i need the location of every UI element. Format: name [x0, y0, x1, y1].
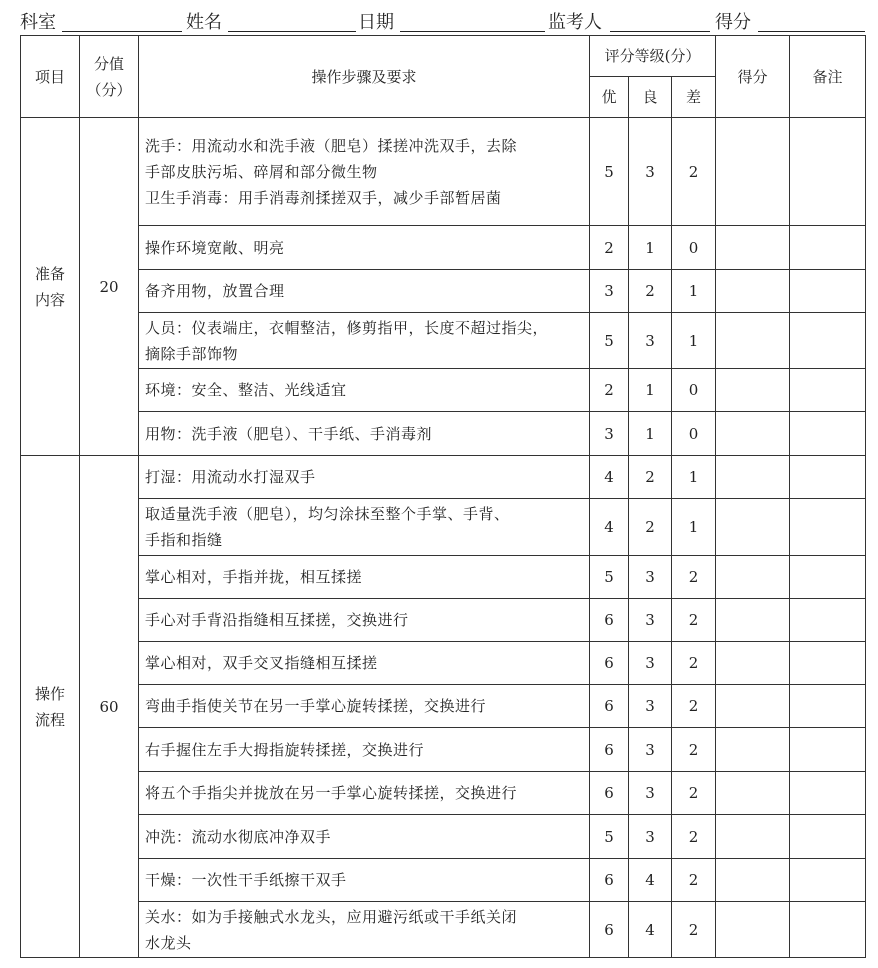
table-body	[21, 118, 866, 958]
step-requirement-cell	[139, 556, 590, 599]
step-requirement-cell	[139, 313, 590, 369]
step-text-line: 取适量洗手液（肥皂），均匀涂抹至整个手掌、手背、	[145, 505, 510, 523]
step-text-line: 干燥：一次性干手纸擦干双手	[145, 871, 347, 889]
section-name-cell	[21, 118, 80, 456]
section-points-cell: 60	[80, 456, 139, 958]
good-score-cell: 3	[629, 118, 672, 226]
excellent-score-cell: 6	[590, 728, 629, 772]
score-input-cell[interactable]	[716, 685, 790, 728]
date-blank[interactable]	[400, 31, 545, 32]
step-requirement-cell	[139, 118, 590, 226]
form-header-line	[20, 6, 865, 32]
step-text-line: 掌心相对，双手交叉指缝相互揉搓	[145, 654, 378, 672]
points-header-line2: （分）	[86, 80, 132, 99]
good-score-cell: 2	[629, 270, 672, 313]
good-score-cell: 4	[629, 859, 672, 902]
step-text-line: 用物：洗手液（肥皂）、干手纸、手消毒剂	[145, 424, 433, 443]
score-input-cell[interactable]	[716, 369, 790, 412]
step-text-line: 掌心相对，手指并拢，相互揉搓	[145, 568, 363, 586]
table-row	[21, 412, 866, 456]
table-row	[21, 556, 866, 599]
remarks-input-cell[interactable]	[790, 902, 866, 958]
excellent-score-cell: 2	[590, 226, 629, 270]
remarks-input-cell[interactable]	[790, 499, 866, 556]
remarks-input-cell[interactable]	[790, 815, 866, 859]
poor-score-cell: 2	[672, 642, 716, 685]
excellent-score-cell: 4	[590, 499, 629, 556]
table-row	[21, 859, 866, 902]
good-score-cell: 2	[629, 456, 672, 499]
score-input-cell[interactable]	[716, 642, 790, 685]
step-text-line: 手部皮肤污垢、碎屑和部分微生物	[145, 162, 378, 181]
poor-score-cell: 2	[672, 815, 716, 859]
step-text-line: 摘除手部饰物	[145, 344, 239, 363]
step-text-line: 操作环境宽敞、明亮	[145, 238, 285, 257]
table-row	[21, 728, 866, 772]
table-row	[21, 815, 866, 859]
step-requirement-cell	[139, 499, 590, 556]
excellent-score-cell: 5	[590, 118, 629, 226]
steps-header: 操作步骤及要求	[139, 36, 590, 118]
excellent-header: 优	[590, 77, 629, 118]
section-name-cell	[21, 456, 80, 958]
poor-score-cell: 2	[672, 728, 716, 772]
excellent-score-cell: 6	[590, 599, 629, 642]
poor-score-cell: 2	[672, 859, 716, 902]
step-requirement-cell	[139, 728, 590, 772]
assessment-table	[20, 35, 866, 958]
excellent-score-cell: 6	[590, 772, 629, 815]
excellent-score-cell: 6	[590, 902, 629, 958]
step-text-line: 洗手：用流动水和洗手液（肥皂）揉搓冲洗双手，去除	[145, 136, 518, 155]
step-requirement-cell	[139, 859, 590, 902]
good-score-cell: 3	[629, 599, 672, 642]
step-text-line: 关水：如为手接触式水龙头，应用避污纸或干手纸关闭	[145, 907, 518, 926]
table-row	[21, 599, 866, 642]
date-label: 日期	[358, 12, 394, 33]
score-input-cell[interactable]	[716, 226, 790, 270]
score-input-cell[interactable]	[716, 313, 790, 369]
remarks-input-cell[interactable]	[790, 412, 866, 456]
score-input-cell[interactable]	[716, 902, 790, 958]
step-requirement-cell	[139, 412, 590, 456]
score-input-cell[interactable]	[716, 772, 790, 815]
good-score-cell: 1	[629, 369, 672, 412]
excellent-score-cell: 6	[590, 685, 629, 728]
score-input-cell[interactable]	[716, 118, 790, 226]
step-text-line: 卫生手消毒：用手消毒剂揉搓双手，减少手部暂居菌	[145, 188, 502, 207]
proctor-label: 监考人	[548, 12, 602, 33]
header-row-1	[21, 36, 866, 77]
table-row	[21, 685, 866, 728]
table-row	[21, 902, 866, 958]
section-points-cell: 20	[80, 118, 139, 456]
score-input-cell[interactable]	[716, 728, 790, 772]
remarks-input-cell[interactable]	[790, 556, 866, 599]
score-input-cell[interactable]	[716, 859, 790, 902]
excellent-score-cell: 5	[590, 556, 629, 599]
name-blank[interactable]	[228, 31, 356, 32]
step-text-line: 备齐用物，放置合理	[145, 282, 285, 300]
score-label: 得分	[715, 12, 751, 33]
step-text-line: 环境：安全、整洁、光线适宜	[145, 381, 347, 399]
good-score-cell: 3	[629, 815, 672, 859]
table-row	[21, 369, 866, 412]
score-input-cell[interactable]	[716, 556, 790, 599]
table-row	[21, 772, 866, 815]
table-row	[21, 270, 866, 313]
remarks-input-cell[interactable]	[790, 226, 866, 270]
remarks-input-cell[interactable]	[790, 270, 866, 313]
step-requirement-cell	[139, 772, 590, 815]
poor-score-cell: 0	[672, 226, 716, 270]
step-text-line: 将五个手指尖并拢放在另一手掌心旋转揉搓，交换进行	[145, 784, 518, 802]
name-label: 姓名	[186, 12, 222, 33]
poor-score-cell: 2	[672, 599, 716, 642]
poor-score-cell: 2	[672, 772, 716, 815]
remarks-input-cell[interactable]	[790, 369, 866, 412]
step-text-line: 手指和指缝	[145, 531, 223, 549]
poor-score-cell: 0	[672, 412, 716, 456]
table-row	[21, 118, 866, 226]
good-score-cell: 3	[629, 642, 672, 685]
excellent-score-cell: 3	[590, 412, 629, 456]
remarks-input-cell[interactable]	[790, 118, 866, 226]
section-name-line: 内容	[34, 290, 65, 309]
step-requirement-cell	[139, 456, 590, 499]
remarks-input-cell[interactable]	[790, 685, 866, 728]
excellent-score-cell: 3	[590, 270, 629, 313]
score-input-cell[interactable]	[716, 456, 790, 499]
remarks-input-cell[interactable]	[790, 599, 866, 642]
step-text-line: 手心对手背沿指缝相互揉搓，交换进行	[145, 611, 409, 629]
dept-label: 科室	[20, 12, 56, 33]
poor-header: 差	[672, 77, 716, 118]
poor-score-cell: 1	[672, 499, 716, 556]
good-score-cell: 2	[629, 499, 672, 556]
step-requirement-cell	[139, 270, 590, 313]
score-input-cell[interactable]	[716, 499, 790, 556]
table-row	[21, 226, 866, 270]
good-score-cell: 1	[629, 226, 672, 270]
poor-score-cell: 2	[672, 685, 716, 728]
score-header: 得分	[716, 36, 790, 118]
section-name-line: 准备	[34, 264, 65, 283]
table-row	[21, 642, 866, 685]
dept-blank[interactable]	[62, 31, 182, 32]
score-input-cell[interactable]	[716, 815, 790, 859]
table-row	[21, 456, 866, 499]
poor-score-cell: 1	[672, 270, 716, 313]
points-header	[80, 36, 139, 118]
step-text-line: 水龙头	[145, 933, 192, 952]
remarks-input-cell[interactable]	[790, 859, 866, 902]
points-header-line1: 分值	[93, 54, 124, 73]
poor-score-cell: 2	[672, 118, 716, 226]
excellent-score-cell: 2	[590, 369, 629, 412]
good-score-cell: 3	[629, 772, 672, 815]
good-score-cell: 4	[629, 902, 672, 958]
step-text-line: 右手握住左手大拇指旋转揉搓，交换进行	[145, 740, 425, 759]
excellent-score-cell: 4	[590, 456, 629, 499]
item-header: 项目	[21, 36, 80, 118]
remarks-input-cell[interactable]	[790, 642, 866, 685]
score-input-cell[interactable]	[716, 599, 790, 642]
step-requirement-cell	[139, 685, 590, 728]
good-score-cell: 3	[629, 728, 672, 772]
poor-score-cell: 1	[672, 313, 716, 369]
table-row	[21, 499, 866, 556]
excellent-score-cell: 6	[590, 859, 629, 902]
step-requirement-cell	[139, 599, 590, 642]
step-requirement-cell	[139, 369, 590, 412]
step-requirement-cell	[139, 642, 590, 685]
grade-level-header: 评分等级(分）	[590, 36, 716, 77]
table-row	[21, 313, 866, 369]
remarks-input-cell[interactable]	[790, 313, 866, 369]
section-name-line: 操作	[34, 684, 65, 703]
step-requirement-cell	[139, 902, 590, 958]
step-text-line: 弯曲手指使关节在另一手掌心旋转揉搓，交换进行	[145, 697, 487, 715]
step-text-line: 冲洗：流动水彻底冲净双手	[145, 827, 332, 846]
poor-score-cell: 1	[672, 456, 716, 499]
poor-score-cell: 0	[672, 369, 716, 412]
good-score-cell: 3	[629, 685, 672, 728]
remarks-input-cell[interactable]	[790, 772, 866, 815]
good-score-cell: 3	[629, 313, 672, 369]
good-score-cell: 3	[629, 556, 672, 599]
section-name-line: 流程	[34, 710, 65, 729]
remarks-header: 备注	[790, 36, 866, 118]
remarks-input-cell[interactable]	[790, 456, 866, 499]
score-blank[interactable]	[758, 31, 865, 32]
good-score-cell: 1	[629, 412, 672, 456]
excellent-score-cell: 5	[590, 313, 629, 369]
score-input-cell[interactable]	[716, 412, 790, 456]
step-requirement-cell	[139, 815, 590, 859]
step-requirement-cell	[139, 226, 590, 270]
good-header: 良	[629, 77, 672, 118]
proctor-blank[interactable]	[610, 31, 710, 32]
step-text-line: 打湿：用流动水打湿双手	[145, 468, 316, 486]
excellent-score-cell: 5	[590, 815, 629, 859]
score-input-cell[interactable]	[716, 270, 790, 313]
poor-score-cell: 2	[672, 902, 716, 958]
excellent-score-cell: 6	[590, 642, 629, 685]
remarks-input-cell[interactable]	[790, 728, 866, 772]
poor-score-cell: 2	[672, 556, 716, 599]
step-text-line: 人员：仪表端庄，衣帽整洁，修剪指甲，长度不超过指尖，	[145, 318, 549, 337]
